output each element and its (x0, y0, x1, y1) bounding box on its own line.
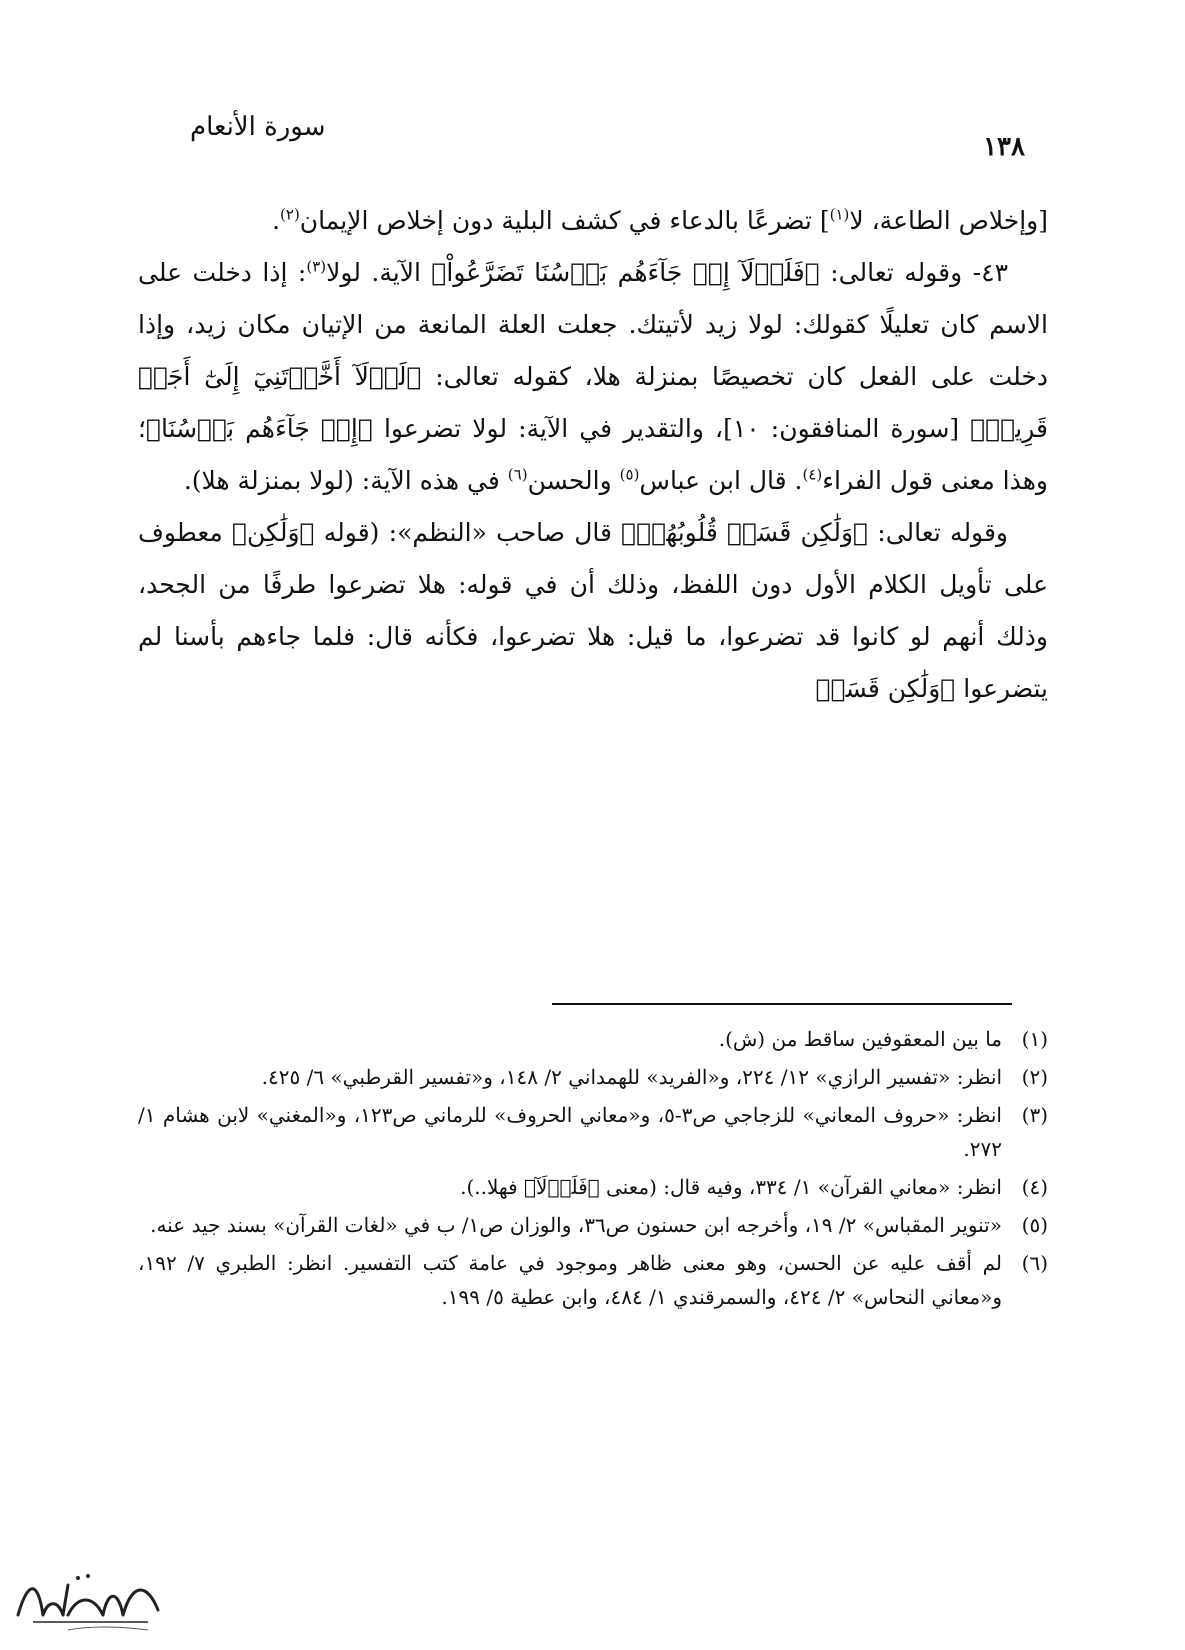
text-run: : إذا دخلت على الاسم كان تعليلًا كقولك: لولا زيد لأتيتك. جعلت العلة المانعة من الإتيان مكان زيد، وإذا دخلت على الفعل كان تخصيصًا بمنزلة هلا، كقوله تعالى: ﴿لَوۡلَآ أَخَّرۡتَنِيٓ إِلَىٰٓ أَجَلٖ قَرِيبٖ﴾ [سورة المنافقون: ١٠]، والتقدير في الآية: لولا تضرعوا ﴿إِذۡ جَآءَهُم بَأۡسُنَا﴾؛ وهذا معنى قول الفراء (138, 258, 1048, 495)
text-run: . (272, 206, 281, 235)
footnote (138, 1060, 1048, 1094)
text-run: ] تضرعًا بالدعاء في كشف البلية دون إخلاص الإيمان (299, 206, 830, 235)
footnote-number: (١) (1021, 1027, 1048, 1051)
text-run: . قال ابن عباس (639, 466, 803, 495)
footnote-ref-6[interactable]: (٦) (507, 465, 528, 484)
main-text (138, 195, 1048, 715)
footnote-text: انظر: «حروف المعاني» للزجاجي ص٣-٥، و«معاني الحروف» للرماني ص١٢٣، و«المغني» لابن هشام ١/ ٢٧٢. (138, 1103, 1002, 1161)
page-header (150, 112, 1035, 162)
footnote-number: (٥) (1021, 1213, 1048, 1237)
paragraph-3: وقوله تعالى: ﴿وَلَٰكِن قَسَتۡ قُلُوبُهُمۡ﴾ قال صاحب «النظم»: (قوله ﴿وَلَٰكِن﴾ معطوف على تأويل الكلام الأول دون اللفظ، وذلك أن في قوله: هلا تضرعوا طرفًا من الجحد، وذلك أنهم لو كانوا قد تضرعوا، ما قيل: هلا تضرعوا، فكأنه قال: فلما جاءهم بأسنا لم يتضرعوا ﴿وَلَٰكِن قَسَتۡ (138, 518, 1048, 703)
footnote-number: (٤) (1021, 1175, 1048, 1199)
footnote (138, 1246, 1048, 1314)
surah-name: سورة الأنعام (190, 112, 326, 142)
footnote-ref-3[interactable]: (٣) (306, 257, 327, 276)
footnote-number: (٢) (1021, 1065, 1048, 1089)
footnote-divider (552, 1003, 1012, 1005)
footnote-ref-2[interactable]: (٢) (280, 205, 300, 224)
footnote-text: انظر: «تفسير الرازي» ١٢/ ٢٢٤، و«الفريد» للهمداني ٢/ ١٤٨، و«تفسير القرطبي» ٦/ ٤٢٥. (261, 1065, 1002, 1089)
publisher-logo (8, 1560, 168, 1640)
text-run: والحسن (527, 466, 620, 495)
footnote (138, 1098, 1048, 1166)
footnote-text: انظر: «معاني القرآن» ١/ ٣٣٤، وفيه قال: (معنى ﴿فَلَوۡلَآ﴾ فهلا..). (460, 1175, 1002, 1199)
page-number: ١٣٨ (983, 132, 1025, 162)
text-run: [وإخلاص الطاعة، لا (849, 206, 1048, 235)
calligraphy-logo-icon (8, 1560, 168, 1640)
footnote-ref-1[interactable]: (١) (829, 205, 850, 224)
footnote-ref-4[interactable]: (٤) (802, 465, 823, 484)
footnote (138, 1022, 1048, 1056)
footnote-ref-5[interactable]: (٥) (619, 465, 640, 484)
footnote-number: (٣) (1021, 1103, 1048, 1127)
footnote-text: «تنوير المقباس» ٢/ ١٩، وأخرجه ابن حسنون ص٣٦، والوزان ص١/ ب في «لغات القرآن» بسند جيد عنه. (150, 1213, 1002, 1237)
footnotes (138, 1022, 1048, 1318)
footnote-text: ما بين المعقوفين ساقط من (ش). (718, 1027, 1002, 1051)
footnote (138, 1208, 1048, 1242)
footnote (138, 1170, 1048, 1204)
text-run: في هذه الآية: (لولا بمنزلة هلا). (183, 466, 508, 495)
text-run: ٤٣- وقوله تعالى: ﴿فَلَوۡلَآ إِذۡ جَآءَهُم بَأۡسُنَا تَضَرَّعُواْ﴾ الآية. لولا (326, 258, 1008, 287)
footnote-number: (٦) (1021, 1251, 1048, 1275)
footnote-text: لم أقف عليه عن الحسن، وهو معنى ظاهر وموجود في عامة كتب التفسير. انظر: الطبري ٧/ ١٩٢، و«معاني النحاس» ٢/ ٤٢٤، والسمرقندي ١/ ٤٨٤، وابن عطية ٥/ ١٩٩. (138, 1251, 1002, 1309)
paragraph-2 (138, 247, 1048, 507)
paragraph-1 (138, 195, 1048, 247)
